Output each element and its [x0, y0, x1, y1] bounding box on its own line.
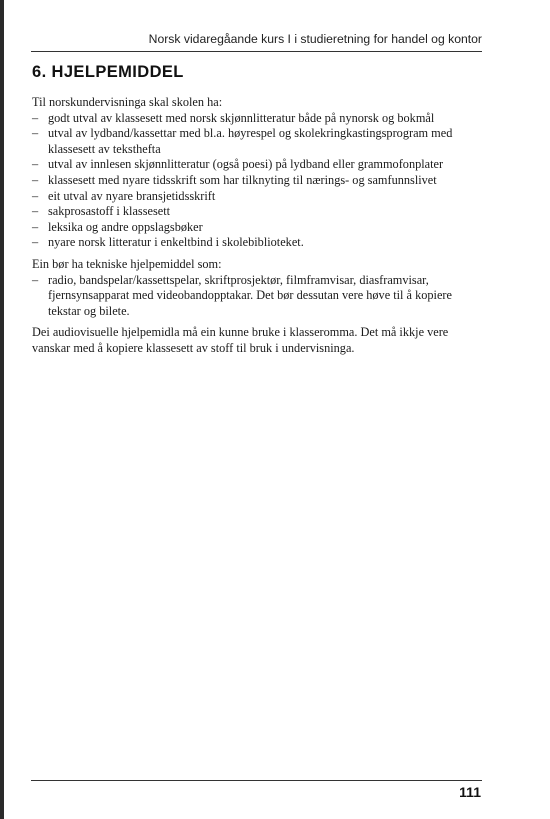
list-item: – utval av innlesen skjønnlitteratur (også poesi) på lydband eller grammofonplater: [32, 157, 444, 172]
list-item: – radio, bandspelar/kassettspelar, skriftprosjektør, filmframvisar, diasframvisar, fjernsynsapparat med videobandopptakar. Det bør dessutan vere høve til å kopiere tekstar og bilete.: [32, 272, 452, 318]
list-item: – nyare norsk litteratur i enkeltbind i skolebiblioteket.: [32, 235, 304, 250]
header-rule: [31, 51, 482, 52]
section-title: 6. HJELPEMIDDEL: [32, 63, 184, 81]
dash-bullet: –: [32, 172, 39, 187]
intro-paragraph: Til norskundervisninga skal skolen ha:: [32, 95, 223, 109]
running-header: Norsk vidaregåande kurs I i studieretning for handel og kontor: [148, 32, 482, 46]
dash-bullet: –: [32, 110, 39, 125]
list-item: – leksika og andre oppslagsbøker: [32, 219, 203, 234]
requirements-list: [32, 111, 484, 251]
dash-bullet: –: [32, 204, 39, 219]
list-item: – godt utval av klassesett med norsk skjønnlitteratur både på nynorsk og bokmål: [32, 110, 435, 125]
dash-bullet: –: [32, 157, 39, 172]
dash-bullet: –: [32, 219, 39, 234]
technical-intro-paragraph: Ein bør ha tekniske hjelpemiddel som:: [32, 256, 222, 271]
list-item: – klassesett med nyare tidsskrift som har tilknyting til nærings- og samfunnslivet: [32, 172, 437, 187]
dash-bullet: –: [32, 272, 39, 287]
dash-bullet: –: [32, 126, 39, 141]
page-edge: [0, 0, 4, 819]
dash-bullet: –: [32, 188, 39, 203]
closing-paragraph: Dei audiovisuelle hjelpemidla må ein kunne bruke i klasseromma. Det må ikkje vere vanskar med å kopiere klassesett av stoff til bruk i undervisninga.: [32, 325, 449, 355]
technical-list: [32, 273, 484, 320]
list-item: – eit utval av nyare bransjetidsskrift: [32, 188, 216, 203]
footer-rule: [31, 780, 482, 781]
list-item: – sakprosastoff i klassesett: [32, 204, 171, 219]
page-number: 111: [459, 784, 481, 800]
list-item: – utval av lydband/kassettar med bl.a. høyrespel og skolekringkastingsprogram med klassesett av teksthefta: [32, 126, 453, 156]
dash-bullet: –: [32, 235, 39, 250]
section-body: [32, 95, 484, 357]
